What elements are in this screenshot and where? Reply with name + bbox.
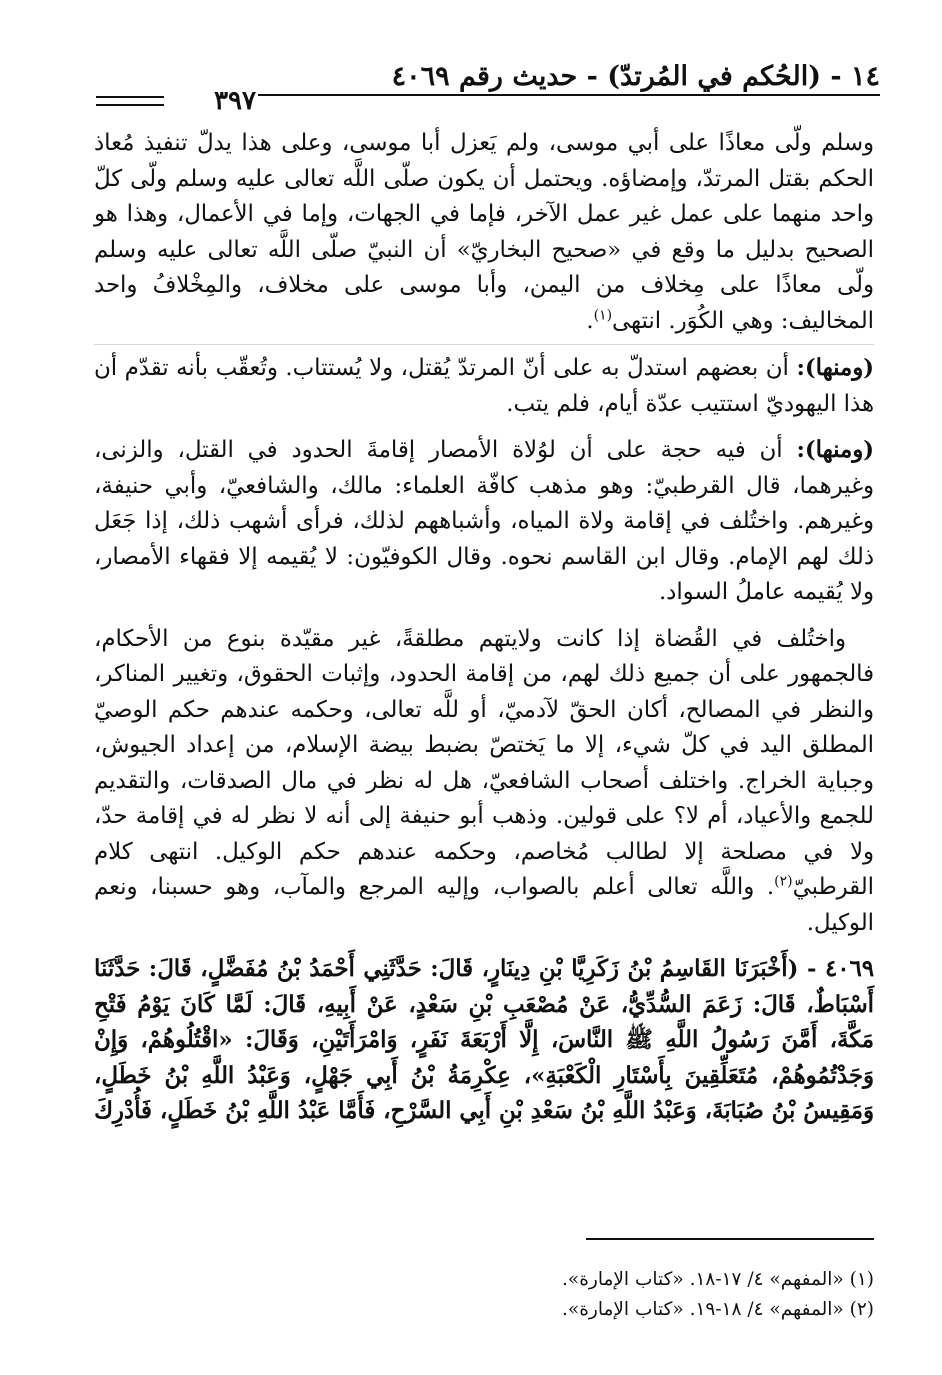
paragraph-end: . — [586, 307, 594, 334]
page-number-double-rule — [96, 96, 164, 106]
paragraph-text: وسلم ولّى معاذًا على أبي موسى، ولم يَعزل أبا موسى، وعلى هذا يدلّ تنفيذ مُعاذ الحكم بقتل المرتدّ، وإمضاؤه. ويحتمل أن يكون صلّى اللَّه تعالى عليه وسلم ولّى كلّ واحد منهما على عمل غير عمل الآخر، فإما في الجهات، وإما في الأعمال، وهذا هو الصحيح بدليل ما وقع في «صحيح البخاريّ» أن النبيّ صلّى اللَّه تعالى عليه وسلم ولّى معاذًا على مِخلاف من اليمن، وأبا موسى على مخلاف، والمِخْلافُ واحد المخاليف: وهي الكُوَر. انتهى — [94, 130, 874, 334]
running-title: ١٤ - (الحُكم في المُرتدّ) - حديث رقم ٤٠٦٩ — [391, 60, 880, 92]
paragraph-text: أن فيه حجة على أن لوُلاة الأمصار إقامةَ الحدود في القتل، والزنى، وغيرهما، قال القرطبيّ: وهو مذهب كافّة العلماء: مالك، والشافعيّ، وأبي حنيفة، وغيرهم. واختُلف في إقامة ولاة المياه، وأشباههم لذلك، فرأى أشهب ذلك، إذا جَعَل ذلك لهم الإمام. وقال ابن القاسم نحوه. وقال الكوفيّون: لا يُقيمه إلا فقهاء الأمصار، ولا يُقيمه عاملُ السواد. — [94, 437, 874, 605]
footnote-2: (٢) «المفهم» ٤/ ١٨-١٩. «كتاب الإمارة». — [562, 1299, 874, 1320]
benefit-lead: (ومنها): — [796, 437, 874, 463]
main-text — [94, 126, 874, 1141]
paragraph-judges — [94, 622, 874, 942]
page-number-block — [96, 84, 256, 118]
benefit-lead: (ومنها): — [796, 355, 874, 381]
paragraph-text: أن بعضهم استدلّ به على أنّ المرتدّ يُقتل، ولا يُستتاب. وتُعقّب بأنه تقدّم أن هذا اليهوديّ استتيب عدّة أيام، فلم يتب. — [94, 355, 874, 417]
footnotes — [94, 1265, 874, 1325]
footnote-1: (١) «المفهم» ٤/ ١٧-١٨. «كتاب الإمارة». — [562, 1269, 874, 1290]
footnote-marker: (٢) — [774, 873, 793, 890]
page-number: ٣٩٧ — [214, 86, 256, 116]
paragraph-benefit-1 — [94, 351, 874, 422]
footnote-marker: (١) — [593, 306, 613, 323]
paragraph-text: واختُلف في القُضاة إذا كانت ولايتهم مطلقةً، غير مقيّدة بنوع من الأحكام، فالجمهور على أن جميع ذلك لهم، من إقامة الحدود، وإثبات الحقوق، وتغيير المناكر، والنظر في المصالح، أكان الحقّ لآدميّ، أو للَّه تعالى، وحكمه عندهم حكم الوصيّ المطلق اليد في كلّ شيء، إلا ما يَختصّ بضبط بيضة الإسلام، من إعداد الجيوش، وجباية الخراج. واختلف أصحاب الشافعيّ، هل له نظر في مال الصدقات، والتقديم للجمع والأعياد، أم لا؟ على قولين. وذهب أبو حنيفة إلى أنه لا نظر له في إقامة حدّ، ولا في مصلحة إلا لطالب مُخاصم، وحكمه عندهم حكم الوكيل. انتهى كلام القرطبيّ — [94, 625, 874, 900]
paragraph-end: . واللَّه تعالى أعلم بالصواب، وإليه المرجع والمآب، وهو حسبنا، ونعم الوكيل. — [94, 874, 874, 936]
header-rule — [258, 94, 880, 96]
paragraph-benefit-2 — [94, 433, 874, 611]
paragraph-continuation — [94, 126, 874, 339]
footnote-rule — [586, 1238, 874, 1240]
paragraph-separator — [94, 344, 874, 345]
hadith-4069: ٤٠٦٩ - (أَخْبَرَنَا القَاسِمُ بْنُ زَكَرِيَّا بْنِ دِينَارٍ، قَالَ: حَدَّثَنِي أَحْمَدُ بْنُ مُفَضَّلٍ، قَالَ: حَدَّثَنَا أَسْبَاطٌ، قَالَ: زَعَمَ السُّدِّيُّ، عَنْ مُصْعَبِ بْنِ سَعْدٍ، عَنْ أَبِيهِ، قَالَ: لَمَّا كَانَ يَوْمُ فَتْحِ مَكَّةَ، أَمَّنَ رَسُولُ اللَّهِ ﷺ النَّاسَ، إِلَّا أَرْبَعَةَ نَفَرٍ، وَامْرَأَتَيْنِ، وَقَالَ: «اقْتُلُوهُمْ، وَإِنْ وَجَدْتُمُوهُمْ، مُتَعَلِّقِينَ بِأَسْتَارِ الْكَعْبَةِ»، عِكْرِمَةُ بْنُ أَبِي جَهْلٍ، وَعَبْدُ اللَّهِ بْنُ خَطَلٍ، وَمَقِيسُ بْنُ صُبَابَةَ، وَعَبْدُ اللَّهِ بْنُ سَعْدِ بْنِ أَبِي السَّرْحِ، فَأَمَّا عَبْدُ اللَّهِ بْنُ خَطَلٍ، فَأُدْرِكَ — [94, 956, 874, 1124]
